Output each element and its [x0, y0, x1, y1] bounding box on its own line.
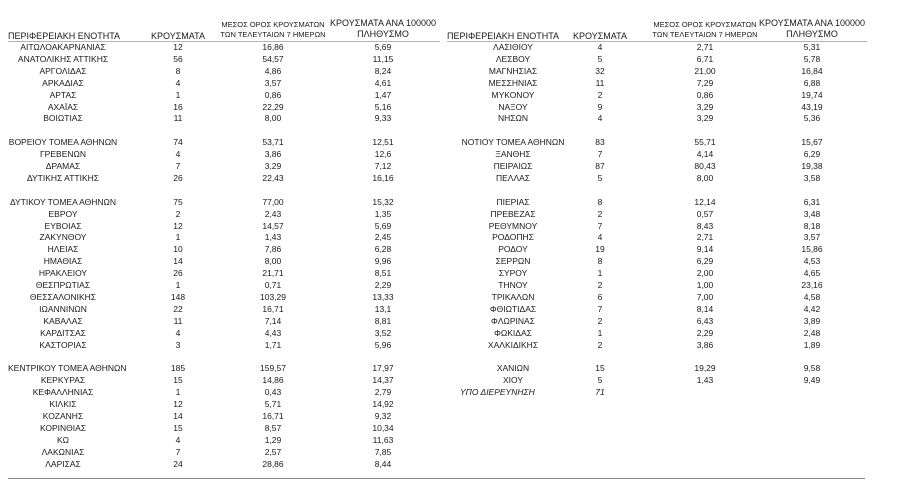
cases-value: 2: [597, 280, 603, 290]
per-100k-value: 4,58: [803, 291, 821, 302]
cases-value: 10: [173, 244, 183, 255]
per-100k-value: 6,88: [803, 77, 821, 88]
per-100k-value: 11,63: [372, 434, 394, 445]
region-name: ΚΕΡΚΥΡΑΣ: [40, 375, 86, 386]
region-name: ΑΙΤΩΛΟΑΚΑΡΝΑΝΙΑΣ: [20, 42, 106, 52]
avg-7day-value: 103,29: [260, 291, 286, 302]
per-100k-value: 43,19: [801, 101, 823, 112]
cases-value: 5: [597, 172, 603, 183]
per-100k-value: 7,85: [374, 446, 392, 457]
table-row: [0, 363, 900, 374]
left-header-avg-line2: ΤΩΝ ΤΕΛΕΥΤΑΙΩΝ 7 ΗΜΕΡΩΝ: [220, 30, 326, 39]
cases-value: 2: [175, 208, 181, 219]
cases-value: 26: [173, 172, 183, 183]
per-100k-value: 23,16: [801, 280, 823, 290]
region-name: ΔΥΤΙΚΟΥ ΤΟΜΕΑ ΑΘΗΝΩΝ: [9, 196, 117, 207]
region-name: ΛΕΣΒΟΥ: [495, 53, 531, 64]
avg-7day-value: 22,43: [262, 172, 284, 183]
avg-7day-value: 0,57: [696, 208, 714, 219]
right-header-avg-line2: ΤΩΝ ΤΕΛΕΥΤΑΙΩΝ 7 ΗΜΕΡΩΝ: [652, 30, 758, 39]
cases-value: 22: [173, 303, 183, 314]
cases-value: 4: [597, 42, 603, 52]
per-100k-value: 4,65: [803, 268, 821, 279]
left-header-avg-line1: ΜΕΣΟΣ ΟΡΟΣ ΚΡΟΥΣΜΑΤΩΝ: [221, 20, 325, 29]
table-row: [0, 256, 900, 267]
per-100k-value: 5,78: [803, 53, 821, 64]
region-name: ΧΑΛΚΙΔΙΚΗΣ: [487, 339, 539, 350]
table-row: [0, 161, 900, 172]
avg-7day-value: 7,29: [696, 77, 714, 88]
avg-7day-value: 1,29: [264, 434, 282, 445]
table-row: [0, 173, 900, 184]
table-row: [0, 137, 900, 148]
table-row: [0, 328, 900, 339]
avg-7day-value: 5,71: [264, 399, 282, 409]
cases-value: 7: [597, 220, 603, 231]
region-name: ΗΡΑΚΛΕΙΟΥ: [38, 268, 88, 279]
table-row: [0, 244, 900, 255]
bottom-rule: [8, 478, 865, 479]
per-100k-value: 4,42: [803, 303, 821, 314]
region-name: ΜΥΚΟΝΟΥ: [491, 89, 535, 100]
avg-7day-value: 4,43: [264, 327, 282, 338]
region-name: ΝΑΞΟΥ: [498, 101, 528, 112]
cases-value: 11: [173, 113, 183, 124]
region-name: ΣΥΡΟΥ: [498, 268, 528, 279]
per-100k-value: 10,34: [372, 422, 394, 433]
per-100k-value: 5,69: [374, 220, 392, 231]
region-name: ΘΕΣΠΡΩΤΙΑΣ: [35, 280, 91, 290]
region-name: ΚΕΦΑΛΛΗΝΙΑΣ: [32, 387, 94, 398]
per-100k-value: 14,37: [372, 375, 394, 386]
cases-value: 71: [595, 387, 605, 398]
table-row: [0, 280, 900, 291]
region-name: ΜΑΓΝΗΣΙΑΣ: [488, 65, 538, 76]
cases-value: 11: [173, 315, 183, 326]
cases-value: 2: [597, 89, 603, 100]
avg-7day-value: 2,57: [264, 446, 282, 457]
region-name: ΚΩ: [56, 434, 70, 445]
left-header-per-line2: ΠΛΗΘΥΣΜΟ: [357, 29, 409, 39]
avg-7day-value: 7,00: [696, 291, 714, 302]
per-100k-value: 11,15: [372, 53, 394, 64]
region-name: ΠΕΙΡΑΙΩΣ: [493, 161, 533, 171]
cases-value: 26: [173, 268, 183, 279]
cases-value: 7: [175, 161, 181, 171]
cases-value: 1: [175, 89, 181, 100]
cases-value: 7: [597, 303, 603, 314]
avg-7day-value: 8,00: [696, 172, 714, 183]
table-row: [0, 185, 900, 196]
region-name: ΝΗΣΩΝ: [497, 113, 529, 124]
left-header-per-line1: ΚΡΟΥΣΜΑΤΑ ΑΝΑ 100000: [330, 18, 436, 28]
region-name: ΦΩΚΙΔΑΣ: [494, 327, 532, 338]
region-name: ΔΥΤΙΚΗΣ ΑΤΤΙΚΗΣ: [26, 172, 100, 183]
cases-value: 16: [173, 101, 183, 112]
per-100k-value: 6,28: [374, 244, 392, 255]
region-name: ΕΒΡΟΥ: [48, 208, 78, 219]
per-100k-value: 9,32: [374, 410, 392, 421]
region-name: ΛΑΣΙΘΙΟΥ: [493, 42, 533, 52]
avg-7day-value: 4,14: [696, 149, 714, 160]
per-100k-value: 9,58: [803, 363, 821, 374]
avg-7day-value: 1,43: [264, 232, 282, 243]
cases-value: 12: [173, 42, 183, 52]
per-100k-value: 16,16: [372, 172, 394, 183]
avg-7day-value: 1,43: [696, 375, 714, 386]
region-name: ΥΠΟ ΔΙΕΡΕΥΝΗΣΗ: [460, 387, 535, 398]
region-name: ΚΑΡΔΙΤΣΑΣ: [40, 327, 86, 338]
table-row: [0, 316, 900, 327]
table-row: [0, 78, 900, 89]
region-name: ΑΡΓΟΛΙΔΑΣ: [39, 65, 87, 76]
per-100k-value: 19,74: [801, 89, 823, 100]
cases-value: 15: [173, 422, 183, 433]
avg-7day-value: 3,29: [696, 113, 714, 124]
avg-7day-value: 2,71: [696, 42, 714, 52]
region-name: ΛΑΚΩΝΙΑΣ: [41, 446, 85, 457]
per-100k-value: 15,67: [801, 137, 823, 148]
cases-value: 87: [595, 161, 605, 171]
per-100k-value: 19,38: [801, 161, 823, 171]
table-row: [0, 387, 900, 398]
avg-7day-value: 8,43: [696, 220, 714, 231]
per-100k-value: 8,24: [374, 65, 392, 76]
table-row: [0, 292, 900, 303]
avg-7day-value: 3,29: [696, 101, 714, 112]
avg-7day-value: 6,71: [696, 53, 714, 64]
avg-7day-value: 19,29: [694, 363, 716, 374]
region-name: ΚΟΡΙΝΘΙΑΣ: [39, 422, 87, 433]
per-100k-value: 2,29: [374, 280, 392, 290]
region-name: ΡΕΘΥΜΝΟΥ: [488, 220, 538, 231]
per-100k-value: 17,97: [372, 363, 394, 374]
per-100k-value: 1,89: [803, 339, 821, 350]
cases-value: 32: [595, 65, 605, 76]
table-row: [0, 54, 900, 65]
right-header-region: ΠΕΡΙΦΕΡΕΙΑΚΗ ΕΝΟΤΗΤΑ: [447, 31, 560, 41]
region-name: ΛΑΡΙΣΑΣ: [45, 458, 81, 469]
region-name: ΚΕΝΤΡΙΚΟΥ ΤΟΜΕΑ ΑΘΗΝΩΝ: [8, 363, 127, 374]
table-row: [0, 149, 900, 160]
per-100k-value: 2,79: [374, 387, 392, 398]
cases-value: 6: [597, 291, 603, 302]
avg-7day-value: 14,86: [262, 375, 284, 386]
avg-7day-value: 3,86: [264, 149, 282, 160]
cases-value: 4: [597, 113, 603, 124]
avg-7day-value: 2,43: [264, 208, 282, 219]
avg-7day-value: 21,00: [694, 65, 716, 76]
cases-value: 8: [597, 196, 603, 207]
region-name: ΦΛΩΡΙΝΑΣ: [491, 315, 535, 326]
cases-value: 7: [597, 149, 603, 160]
table-row: [0, 304, 900, 315]
region-name: ΚΟΖΑΝΗΣ: [42, 410, 84, 421]
cases-value: 24: [173, 458, 183, 469]
cases-value: 2: [597, 339, 603, 350]
region-name: ΠΡΕΒΕΖΑΣ: [490, 208, 536, 219]
cases-value: 5: [597, 53, 603, 64]
avg-7day-value: 8,00: [264, 256, 282, 267]
avg-7day-value: 16,71: [262, 410, 284, 421]
cases-value: 1: [175, 387, 181, 398]
cases-value: 4: [175, 149, 181, 160]
cases-value: 14: [173, 256, 183, 267]
avg-7day-value: 8,14: [696, 303, 714, 314]
cases-value: 4: [597, 232, 603, 243]
region-name: ΡΟΔΟΥ: [498, 244, 528, 255]
per-100k-value: 15,32: [372, 196, 394, 207]
region-name: ΙΩΑΝΝΙΝΩΝ: [39, 303, 87, 314]
avg-7day-value: 16,86: [262, 42, 284, 52]
avg-7day-value: 1,00: [696, 280, 714, 290]
region-name: ΘΕΣΣΑΛΟΝΙΚΗΣ: [29, 291, 97, 302]
per-100k-value: 15,86: [801, 244, 823, 255]
cases-value: 5: [597, 375, 603, 386]
avg-7day-value: 7,14: [264, 315, 282, 326]
cases-value: 11: [595, 77, 605, 88]
avg-7day-value: 4,86: [264, 65, 282, 76]
table-row: [0, 90, 900, 101]
right-header-cases: ΚΡΟΥΣΜΑΤΑ: [573, 31, 627, 41]
cases-value: 15: [595, 363, 605, 374]
table-row: [0, 221, 900, 232]
cases-value: 3: [175, 339, 181, 350]
per-100k-value: 7,12: [374, 161, 392, 171]
region-name: ΜΕΣΣΗΝΙΑΣ: [488, 77, 538, 88]
region-name: ΑΡΤΑΣ: [49, 89, 77, 100]
region-name: ΚΙΛΚΙΣ: [49, 399, 77, 409]
table-row: [0, 209, 900, 220]
region-name: ΧΙΟΥ: [502, 375, 524, 386]
avg-7day-value: 159,57: [260, 363, 286, 374]
table-row: [0, 232, 900, 243]
avg-7day-value: 77,00: [262, 196, 284, 207]
cases-value: 1: [175, 232, 181, 243]
per-100k-value: 14,92: [372, 399, 394, 409]
per-100k-value: 4,53: [803, 256, 821, 267]
right-header-avg-line1: ΜΕΣΟΣ ΟΡΟΣ ΚΡΟΥΣΜΑΤΩΝ: [653, 20, 757, 29]
per-100k-value: 3,48: [803, 208, 821, 219]
cases-value: 1: [597, 327, 603, 338]
cases-value: 8: [175, 65, 181, 76]
region-name: ΤΡΙΚΑΛΩΝ: [491, 291, 535, 302]
table-row: [0, 351, 900, 362]
per-100k-value: 1,47: [374, 89, 392, 100]
cases-value: 1: [597, 268, 603, 279]
left-header-cases: ΚΡΟΥΣΜΑΤΑ: [151, 31, 205, 41]
avg-7day-value: 12,14: [694, 196, 716, 207]
per-100k-value: 12,51: [372, 137, 394, 148]
avg-7day-value: 3,29: [264, 161, 282, 171]
per-100k-value: 6,31: [803, 196, 821, 207]
region-name: ΣΕΡΡΩΝ: [495, 256, 531, 267]
region-name: ΔΡΑΜΑΣ: [45, 161, 81, 171]
left-header-region: ΠΕΡΙΦΕΡΕΙΑΚΗ ΕΝΟΤΗΤΑ: [8, 31, 121, 41]
cases-value: 15: [173, 375, 183, 386]
per-100k-value: 3,57: [803, 232, 821, 243]
per-100k-value: 9,33: [374, 113, 392, 124]
per-100k-value: 5,16: [374, 101, 392, 112]
per-100k-value: 8,44: [374, 458, 392, 469]
cases-value: 4: [175, 327, 181, 338]
per-100k-value: 2,48: [803, 327, 821, 338]
cases-value: 2: [597, 315, 603, 326]
avg-7day-value: 2,29: [696, 327, 714, 338]
avg-7day-value: 0,71: [264, 280, 282, 290]
table-row: [0, 268, 900, 279]
region-name: ΑΝΑΤΟΛΙΚΗΣ ΑΤΤΙΚΗΣ: [17, 53, 109, 64]
table-row: [0, 197, 900, 208]
avg-7day-value: 9,14: [696, 244, 714, 255]
cases-value: 2: [597, 208, 603, 219]
region-name: ΑΡΚΑΔΙΑΣ: [42, 77, 84, 88]
per-100k-value: 16,84: [801, 65, 823, 76]
avg-7day-value: 2,71: [696, 232, 714, 243]
cases-value: 19: [595, 244, 605, 255]
per-100k-value: 9,96: [374, 256, 392, 267]
table-row: [0, 113, 900, 124]
avg-7day-value: 80,43: [694, 161, 716, 171]
cases-value: 12: [173, 220, 183, 231]
avg-7day-value: 1,71: [264, 339, 282, 350]
cases-value: 7: [175, 446, 181, 457]
per-100k-value: 9,49: [803, 375, 821, 386]
per-100k-value: 8,81: [374, 315, 392, 326]
avg-7day-value: 28,86: [262, 458, 284, 469]
avg-7day-value: 3,86: [696, 339, 714, 350]
avg-7day-value: 7,86: [264, 244, 282, 255]
avg-7day-value: 16,71: [262, 303, 284, 314]
avg-7day-value: 55,71: [694, 137, 716, 148]
cases-value: 83: [595, 137, 605, 148]
avg-7day-value: 0,43: [264, 387, 282, 398]
region-name: ΕΥΒΟΙΑΣ: [44, 220, 82, 231]
region-name: ΦΘΙΩΤΙΔΑΣ: [489, 303, 537, 314]
region-name: ΖΑΚΥΝΘΟΥ: [39, 232, 87, 243]
region-name: ΤΗΝΟΥ: [498, 280, 528, 290]
avg-7day-value: 14,57: [262, 220, 284, 231]
cases-value: 1: [175, 280, 181, 290]
per-100k-value: 13,33: [372, 291, 394, 302]
avg-7day-value: 53,71: [262, 137, 284, 148]
region-name: ΞΑΝΘΗΣ: [495, 149, 531, 160]
avg-7day-value: 22,29: [262, 101, 284, 112]
region-name: ΡΟΔΟΠΗΣ: [492, 232, 534, 243]
right-header-per-line1: ΚΡΟΥΣΜΑΤΑ ΑΝΑ 100000: [759, 18, 865, 28]
per-100k-value: 5,36: [803, 113, 821, 124]
avg-7day-value: 2,00: [696, 268, 714, 279]
per-100k-value: 5,96: [374, 339, 392, 350]
cases-value: 56: [173, 53, 183, 64]
avg-7day-value: 0,86: [264, 89, 282, 100]
table-row: [0, 340, 900, 351]
table-row: [0, 42, 900, 53]
per-100k-value: 3,58: [803, 172, 821, 183]
per-100k-value: 5,69: [374, 42, 392, 52]
table-row: [0, 102, 900, 113]
per-100k-value: 12,6: [374, 149, 392, 160]
region-name: ΠΕΛΛΑΣ: [495, 172, 531, 183]
region-name: ΚΑΒΑΛΑΣ: [43, 315, 83, 326]
avg-7day-value: 0,86: [696, 89, 714, 100]
per-100k-value: 8,51: [374, 268, 392, 279]
region-name: ΓΡΕΒΕΝΩΝ: [40, 149, 86, 160]
region-name: ΧΑΝΙΩΝ: [496, 363, 530, 374]
region-name: ΒΟΙΩΤΙΑΣ: [43, 113, 83, 124]
per-100k-value: 13,1: [374, 303, 392, 314]
region-name: ΗΜΑΘΙΑΣ: [43, 256, 83, 267]
per-100k-value: 2,45: [374, 232, 392, 243]
table-row: [0, 375, 900, 386]
region-name: ΠΙΕΡΙΑΣ: [496, 196, 530, 207]
right-header-per-line2: ΠΛΗΘΥΣΜΟ: [786, 29, 838, 39]
avg-7day-value: 8,00: [264, 113, 282, 124]
cases-value: 14: [173, 410, 183, 421]
per-100k-value: 1,35: [374, 208, 392, 219]
cases-value: 4: [175, 434, 181, 445]
cases-value: 185: [170, 363, 186, 374]
cases-value: 12: [173, 399, 183, 409]
avg-7day-value: 6,43: [696, 315, 714, 326]
cases-value: 8: [597, 256, 603, 267]
avg-7day-value: 8,57: [264, 422, 282, 433]
cases-value: 74: [173, 137, 183, 148]
per-100k-value: 8,18: [803, 220, 821, 231]
cases-value: 75: [173, 196, 183, 207]
per-100k-value: 4,61: [374, 77, 392, 88]
region-name: ΑΧΑΪΑΣ: [47, 101, 79, 112]
table-row: [0, 125, 900, 136]
cases-value: 4: [175, 77, 181, 88]
avg-7day-value: 21,71: [262, 268, 284, 279]
per-100k-value: 6,29: [803, 149, 821, 160]
per-100k-value: 3,52: [374, 327, 392, 338]
region-name: ΒΟΡΕΙΟΥ ΤΟΜΕΑ ΑΘΗΝΩΝ: [8, 137, 118, 148]
region-name: ΝΟΤΙΟΥ ΤΟΜΕΑ ΑΘΗΝΩΝ: [461, 137, 565, 148]
cases-value: 148: [170, 291, 186, 302]
per-100k-value: 3,89: [803, 315, 821, 326]
avg-7day-value: 54,57: [262, 53, 284, 64]
per-100k-value: 5,31: [803, 42, 821, 52]
table-row: [0, 66, 900, 77]
avg-7day-value: 6,29: [696, 256, 714, 267]
region-name: ΚΑΣΤΟΡΙΑΣ: [39, 339, 87, 350]
cases-value: 9: [597, 101, 603, 112]
region-name: ΗΛΕΙΑΣ: [47, 244, 79, 255]
avg-7day-value: 3,57: [264, 77, 282, 88]
